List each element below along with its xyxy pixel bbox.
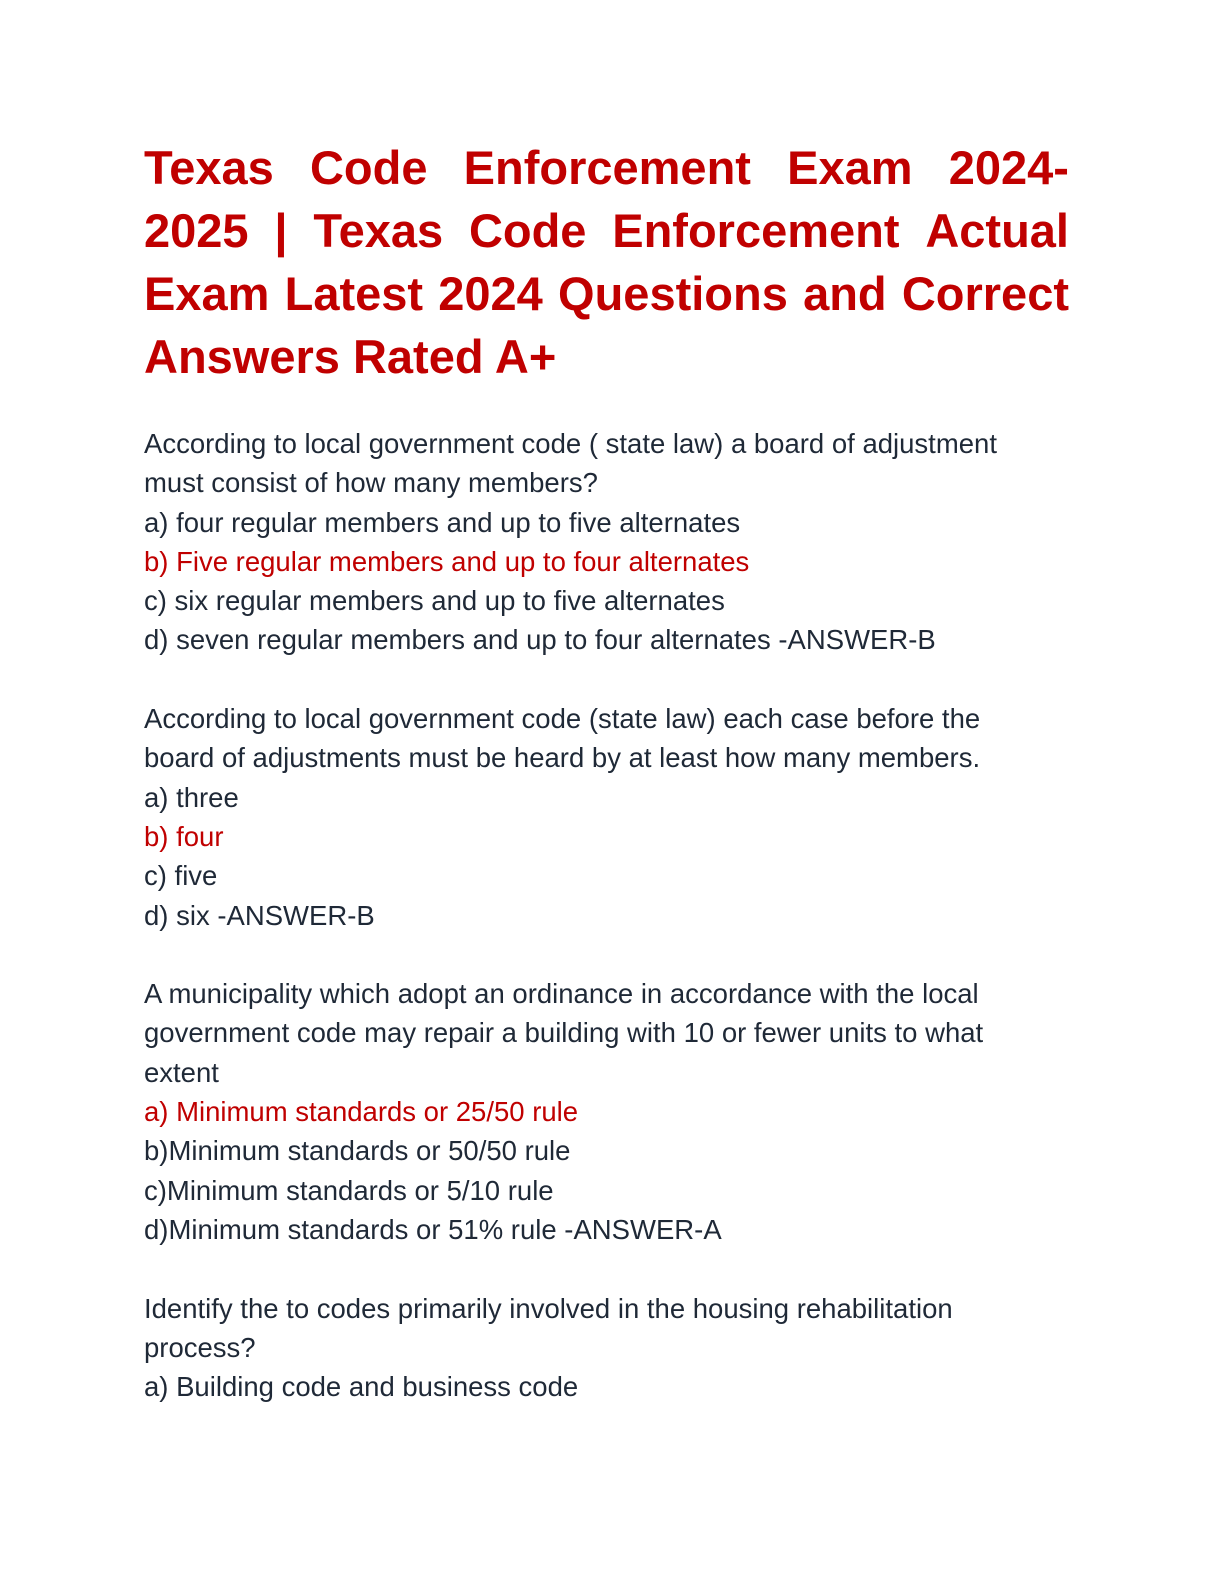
title-word: and bbox=[803, 267, 887, 320]
title-line-3 bbox=[144, 262, 1069, 325]
question-block bbox=[144, 1289, 1069, 1407]
answer-option-correct: b) four bbox=[144, 820, 224, 852]
title-word: Actual bbox=[925, 204, 1069, 257]
title-word: | bbox=[274, 204, 288, 257]
answer-option: c) five bbox=[144, 860, 218, 892]
title-word: Code bbox=[468, 204, 587, 257]
title-word: Exam bbox=[787, 141, 913, 194]
question-block bbox=[144, 699, 1069, 935]
question-stem-line: process? bbox=[144, 1331, 256, 1363]
title-line-2 bbox=[144, 199, 1069, 262]
title-word: Enforcement bbox=[463, 141, 751, 194]
title-word: Enforcement bbox=[612, 204, 900, 257]
question-block bbox=[144, 974, 1069, 1249]
question-stem-line: board of adjustments must be heard by at least how many members. bbox=[144, 742, 981, 774]
answer-option-correct: a) Minimum standards or 25/50 rule bbox=[144, 1096, 579, 1128]
title-word: Questions bbox=[558, 267, 788, 320]
title-word: Texas bbox=[313, 204, 444, 257]
answer-option: a) four regular members and up to five alternates bbox=[144, 506, 741, 538]
question-stem-line: According to local government code ( state law) a board of adjustment bbox=[144, 428, 997, 459]
question-stem-line: Identify the to codes primarily involved in the housing rehabilitation bbox=[144, 1292, 953, 1324]
question-stem-line: According to local government code (state law) each case before the bbox=[144, 703, 981, 735]
answer-option-correct: b) Five regular members and up to four alternates bbox=[144, 545, 750, 577]
answer-option: a) three bbox=[144, 781, 239, 813]
answer-option: d)Minimum standards or 51% rule -ANSWER-A bbox=[144, 1213, 722, 1245]
question-stem-line: extent bbox=[144, 1056, 219, 1088]
title-line-1 bbox=[144, 136, 1069, 199]
answer-option: d) six -ANSWER-B bbox=[144, 899, 375, 931]
title-word: 2025 bbox=[144, 204, 249, 257]
answer-option: c) six regular members and up to five alternates bbox=[144, 585, 725, 617]
question-stem-line: must consist of how many members? bbox=[144, 467, 598, 499]
question-block bbox=[144, 424, 1069, 660]
document-page bbox=[144, 136, 1069, 1406]
title-word: Exam bbox=[144, 267, 270, 320]
question-stem-line: A municipality which adopt an ordinance in accordance with the local bbox=[144, 978, 979, 1010]
document-title bbox=[144, 136, 1069, 388]
title-word: Code bbox=[309, 141, 428, 194]
title-line-4: Answers Rated A+ bbox=[144, 330, 557, 383]
title-word: 2024 bbox=[438, 267, 543, 320]
answer-option: b)Minimum standards or 50/50 rule bbox=[144, 1135, 571, 1167]
question-stem-line: government code may repair a building with 10 or fewer units to what bbox=[144, 1017, 984, 1049]
title-word: 2024- bbox=[948, 141, 1069, 194]
title-word: Latest bbox=[284, 267, 424, 320]
answer-option: a) Building code and business code bbox=[144, 1371, 579, 1403]
title-word: Correct bbox=[901, 267, 1069, 320]
answer-option: c)Minimum standards or 5/10 rule bbox=[144, 1174, 554, 1206]
answer-option: d) seven regular members and up to four alternates -ANSWER-B bbox=[144, 624, 936, 656]
title-word: Texas bbox=[144, 141, 274, 194]
